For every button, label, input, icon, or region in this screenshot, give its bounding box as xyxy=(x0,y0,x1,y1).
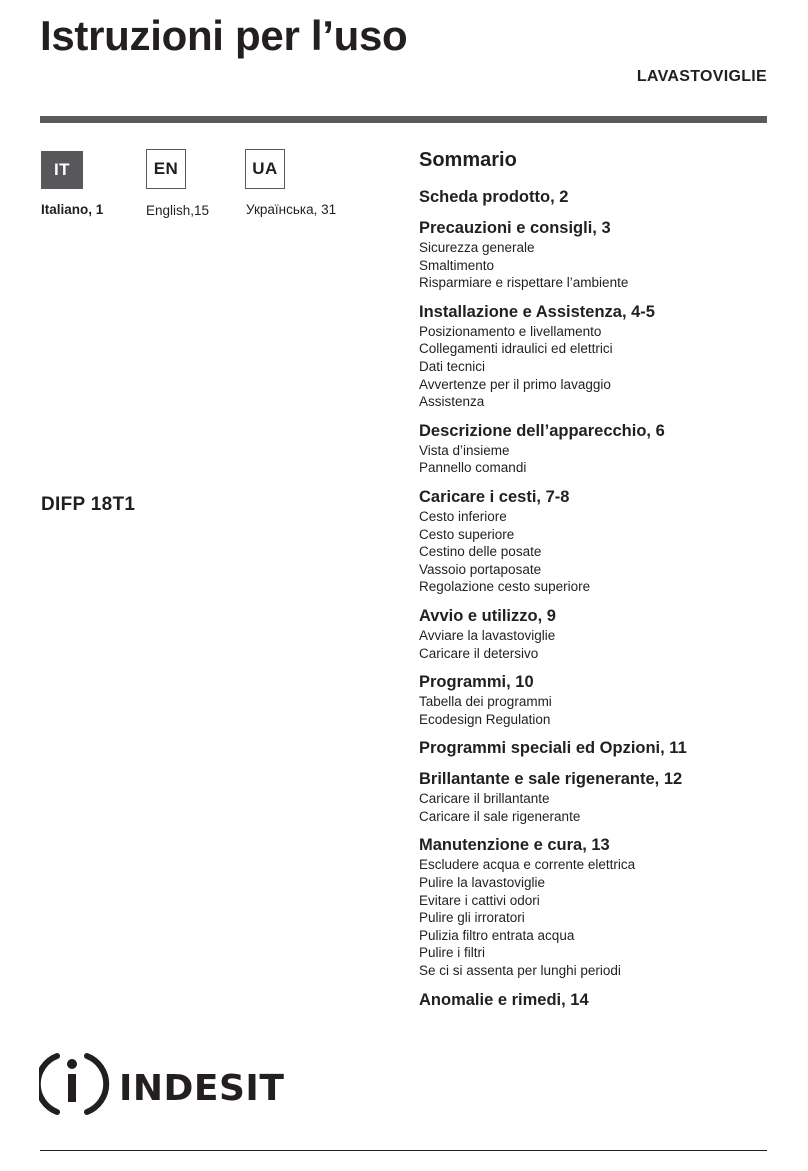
toc-subitem[interactable]: Escludere acqua e corrente elettrica xyxy=(419,857,636,873)
toc-section xyxy=(419,187,779,208)
toc-subitem[interactable]: Pulizia filtro entrata acqua xyxy=(419,927,575,943)
toc-subitem[interactable]: Cestino delle posate xyxy=(419,544,542,560)
toc-section-heading[interactable]: Programmi, 10 xyxy=(419,673,534,692)
toc-subitem[interactable]: Pulire la lavastoviglie xyxy=(419,875,546,891)
language-label-it: Italiano, 1 xyxy=(41,202,104,217)
toc-subitem[interactable]: Vista d’insieme xyxy=(419,442,510,458)
toc-section xyxy=(419,990,779,1011)
toc-section xyxy=(419,672,779,728)
language-label-en: English,15 xyxy=(146,203,210,218)
toc-subitem[interactable]: Cesto inferiore xyxy=(419,508,507,524)
toc-subitem[interactable]: Avviare la lavastoviglie xyxy=(419,627,556,643)
toc-subitem[interactable]: Ecodesign Regulation xyxy=(419,711,551,727)
toc-subitem[interactable]: Sicurezza generale xyxy=(419,240,535,255)
indesit-i-emblem-icon xyxy=(39,1056,106,1112)
toc-sections xyxy=(419,187,779,1011)
toc-section-heading[interactable]: Avvio e utilizzo, 9 xyxy=(419,606,556,625)
toc-section xyxy=(419,487,779,596)
language-tab-en[interactable]: EN xyxy=(146,149,186,189)
toc-section-heading[interactable]: Brillantante e sale rigenerante, 12 xyxy=(419,770,683,789)
toc-section xyxy=(419,738,779,759)
toc-section xyxy=(419,769,779,825)
page-title: Istruzioni per l’uso xyxy=(40,12,408,59)
toc-subitem[interactable]: Caricare il detersivo xyxy=(419,645,539,661)
header-divider xyxy=(40,116,767,123)
toc-section-heading[interactable]: Descrizione dell’apparecchio, 6 xyxy=(419,421,665,440)
toc-section xyxy=(419,421,779,477)
toc-subitem[interactable]: Caricare il sale rigenerante xyxy=(419,808,581,824)
language-label-ua: Українська, 31 xyxy=(246,202,337,217)
toc-section-heading[interactable]: Scheda prodotto, 2 xyxy=(419,188,569,206)
toc-subitem[interactable]: Pulire gli irroratori xyxy=(419,910,525,926)
toc-subitem[interactable]: Posizionamento e livellamento xyxy=(419,323,602,339)
toc-section xyxy=(419,218,779,292)
product-category: LAVASTOVIGLIE xyxy=(636,68,767,85)
toc-subitem[interactable]: Collegamenti idraulici ed elettrici xyxy=(419,341,613,357)
toc-section-heading[interactable]: Programmi speciali ed Opzioni, 11 xyxy=(419,739,687,758)
toc-section xyxy=(419,835,779,979)
toc-subitem[interactable]: Tabella dei programmi xyxy=(419,694,552,710)
toc-section-heading[interactable]: Precauzioni e consigli, 3 xyxy=(419,219,611,237)
toc-subitem[interactable]: Cesto superiore xyxy=(419,526,515,542)
toc-subitem[interactable]: Pannello comandi xyxy=(419,460,527,476)
footer-divider xyxy=(40,1150,767,1151)
logo-wordmark: INDESIT xyxy=(119,1068,285,1109)
toc-section-heading[interactable]: Manutenzione e cura, 13 xyxy=(419,836,610,855)
toc-subitem[interactable]: Regolazione cesto superiore xyxy=(419,579,591,595)
toc-section-heading[interactable]: Caricare i cesti, 7-8 xyxy=(419,487,570,506)
model-number: DIFP 18T1 xyxy=(41,494,136,515)
toc-subitem[interactable]: Caricare il brillantante xyxy=(419,791,550,807)
toc-subitem[interactable]: Vassoio portaposate xyxy=(419,561,542,577)
toc-section-heading[interactable]: Installazione e Assistenza, 4-5 xyxy=(419,302,655,321)
language-tab-it[interactable]: IT xyxy=(41,151,83,189)
toc-subitem[interactable]: Avvertenze per il primo lavaggio xyxy=(419,376,611,392)
toc-section xyxy=(419,302,779,411)
toc-subitem[interactable]: Dati tecnici xyxy=(419,358,486,374)
toc-subitem[interactable]: Pulire i filtri xyxy=(419,945,486,961)
toc-subitem[interactable]: Smaltimento xyxy=(419,257,495,273)
indesit-logo xyxy=(39,1050,299,1116)
toc-section-heading[interactable]: Anomalie e rimedi, 14 xyxy=(419,990,589,1009)
toc-subitem[interactable]: Risparmiare e rispettare l’ambiente xyxy=(419,275,629,291)
toc-subitem[interactable]: Se ci si assenta per lunghi periodi xyxy=(419,963,621,979)
language-tab-ua[interactable]: UA xyxy=(245,149,285,189)
toc-subitem[interactable]: Assistenza xyxy=(419,394,485,410)
toc-subitem[interactable]: Evitare i cattivi odori xyxy=(419,892,540,908)
table-of-contents xyxy=(419,148,779,1021)
toc-title: Sommario xyxy=(419,149,517,171)
toc-section xyxy=(419,606,779,662)
